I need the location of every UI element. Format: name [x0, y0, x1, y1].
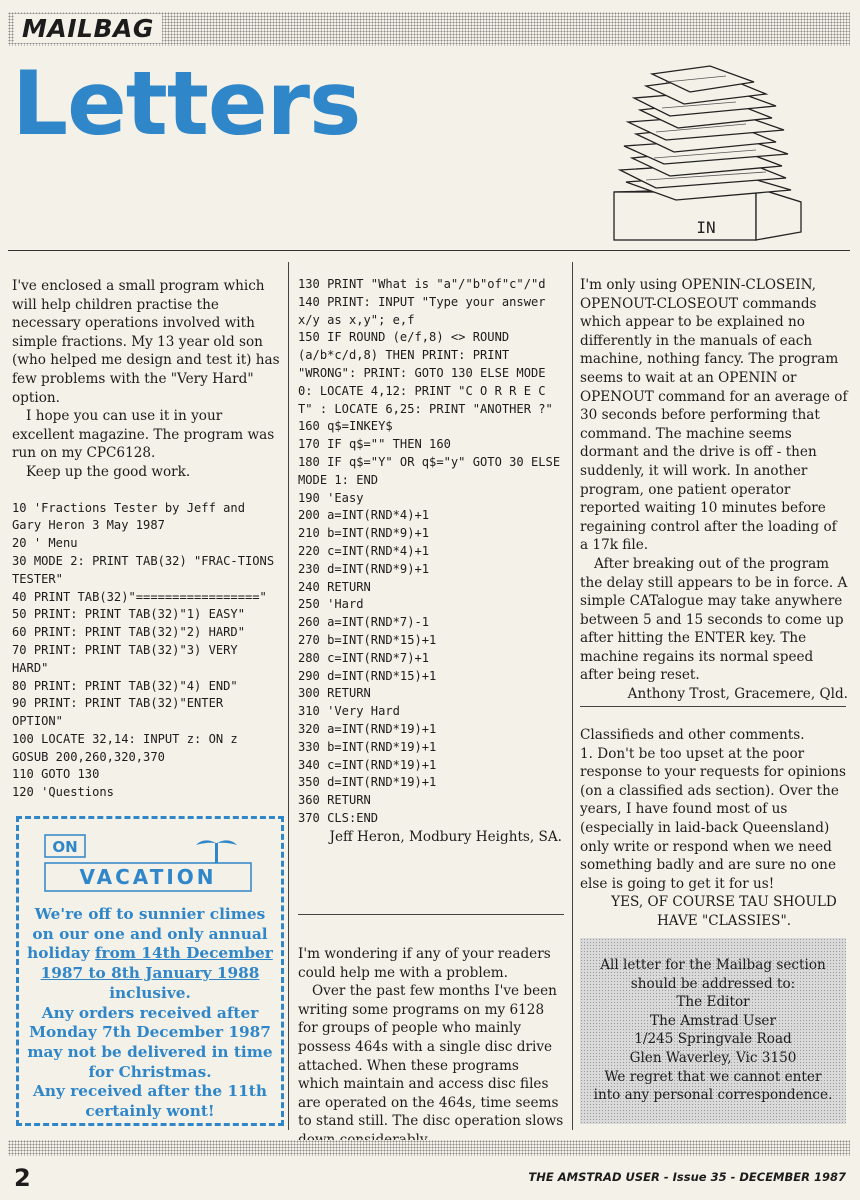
letter2-paragraph: After breaking out of the program the delay still appears to be in force. A simple CATalogue may take anywhere between 5 and 15 seconds to come up after hitting the ENTER key. The machine regains its normal speed after being reset. [580, 555, 848, 684]
letter2-paragraph: Over the past few months I've been writing some programs on my 6128 for groups of people who mainly possess 464s with a single disc drive attached. When these programs which maintain and access disc files are operated on the 464s, time seems to stand still. The disc operation slows [298, 983, 564, 1130]
footer-text: THE AMSTRAD USER - Issue 35 - DECEMBER 1987 [528, 1170, 846, 1184]
vacation-text: Any received after the 11th certainly wont! [33, 1082, 267, 1121]
address-box [580, 938, 846, 1124]
letter1-paragraph: Keep up the good work. [26, 463, 191, 480]
in-tray-illustration [606, 62, 806, 242]
address-line: into any personal correspondence. [593, 1087, 833, 1104]
address-line: Glen Waverley, Vic 3150 [629, 1049, 797, 1066]
letter2-start [298, 945, 564, 1150]
letter1-paragraph: I've enclosed a small program which will help children practise the necessary operations involved with simple fractions. My 13 year old son (who helped me design and test it) has few problems with the "Very Hard" option. [12, 278, 280, 406]
address-line: The Amstrad User [650, 1012, 776, 1029]
footer-band [8, 1140, 850, 1156]
address-line: should be addressed to: [630, 975, 796, 992]
column-divider [288, 262, 289, 1130]
column-1 [12, 277, 280, 802]
letter1-signature: Jeff Heron, Modbury Heights, SA. [329, 828, 562, 845]
letter2-paragraph: I'm wondering if any of your readers could help me with a problem. [298, 946, 551, 981]
address-line: We regret that we cannot enter [604, 1068, 822, 1085]
vacation-text: inclusive. [109, 983, 191, 1002]
vacation-notice [16, 816, 284, 1126]
letter2-paragraph: I'm only using OPENIN-CLOSEIN, OPENOUT-CLOSEOUT commands which appear to be explained no differently in the manuals of each machine, nothing fancy. The program seems to wait at an OPENIN or OPENOUT command for an average of 30 seconds before performing that command. The machine seems dormant and the drive is off - then suddenly, it will work. In another program, one patient operator reported waiting 10 minutes before regaining control after the loading of a 17k file. [580, 277, 848, 554]
vacation-message [25, 905, 275, 1122]
page-title: Letters [12, 52, 361, 155]
letter1-paragraph: I hope you can use it in your excellent magazine. The program was run on my CPC6128. [12, 408, 275, 462]
address-line: All letter for the Mailbag section [600, 957, 826, 973]
program-listing-part2: 130 PRINT "What is "a"/"b"of"c"/"d 140 PRINT: INPUT "Type your answer x/y as x,y"; e,f 150 IF ROUND (e/f,8) <> ROUND (a/b*c/d,8) THEN PRINT: PRINT "WRONG": PRINT: GOTO 130 ELSE MODE 0: LOCATE 4,12: PRINT "C O R R E C T" : LOCATE 6,25: PRINT "ANOTHER ?" 160 q$=INKEY$ 170 IF q$="" THEN 160 180 IF q$="Y" OR q$="y" GOTO 30 ELSE MODE 1: END 190 'Easy 200 a=INT(RND*4)+1 210 b=INT(RND*9)+1 220 c=INT(RND*4)+1 230 d=INT(RND*9)+1 240 RETURN 250 'Hard 260 a=INT(RND*7)-1 270 b=INT(RND*15)+1 280 c=INT(RND*7)+1 290 d=INT(RND*15)+1 300 RETURN 310 'Very Hard 320 a=INT(RND*19)+1 330 b=INT(RND*19)+1 340 c=INT(RND*19)+1 350 d=INT(RND*19)+1 360 RETURN 370 CLS:END [298, 277, 561, 825]
letter3-paragraph: 1. Don't be too upset at the poor response to your requests for opinions (on a classified ads section). Over the years, I have found most of us (especially in laid-back Queensland) only write or respond when we need something badly and are sure no one else is going to get it for us! [580, 745, 846, 892]
column-divider [572, 262, 573, 1130]
vacation-text: We're off to sunnier climes on our one and only annual holiday [27, 905, 268, 963]
header-rule [8, 250, 850, 251]
letter-separator [298, 914, 564, 915]
letter-separator [580, 706, 846, 707]
column-2 [298, 276, 562, 846]
letter2-signature: Anthony Trost, Gracemere, Qld. [627, 686, 848, 703]
vacation-headline-on: ON [52, 838, 78, 856]
program-listing-part1: 10 'Fractions Tester by Jeff and Gary Heron 3 May 1987 20 ' Menu 30 MODE 2: PRINT TAB(32) "FRAC-TIONS TESTER" 40 PRINT TAB(32)"=================" 50 PRINT: PRINT TAB(32)"1) EASY" 60 PRINT: PRINT TAB(32)"2) HARD" 70 PRINT: PRINT TAB(32)"3) VERY HARD" 80 PRINT: PRINT TAB(32)"4) END" 90 PRINT: PRINT TAB(32)"ENTER OPTION" 100 LOCATE 32,14: INPUT z: ON z GOSUB 200,260,320,370 110 GOTO 130 120 'Questions [12, 500, 275, 800]
address-line: 1/245 Springvale Road [634, 1031, 792, 1048]
page-number: 2 [14, 1164, 31, 1192]
vacation-headline: VACATION [79, 865, 217, 889]
section-label: MAILBAG [14, 14, 162, 43]
in-tray-label: IN [696, 218, 716, 237]
column-3 [580, 276, 848, 704]
letter3 [580, 726, 848, 931]
vacation-dates: from 14th December 1987 to 8th January 1988 [40, 944, 273, 983]
address-line: The Editor [676, 994, 750, 1011]
letter3-paragraph: Classifieds and other comments. [580, 727, 805, 743]
on-vacation-banner [43, 833, 253, 893]
vacation-text: Any orders received after Monday 7th December 1987 may not be delivered in time for Christmas. [27, 1003, 273, 1081]
editor-reply: YES, OF COURSE TAU SHOULD HAVE "CLASSIES". [611, 894, 837, 929]
